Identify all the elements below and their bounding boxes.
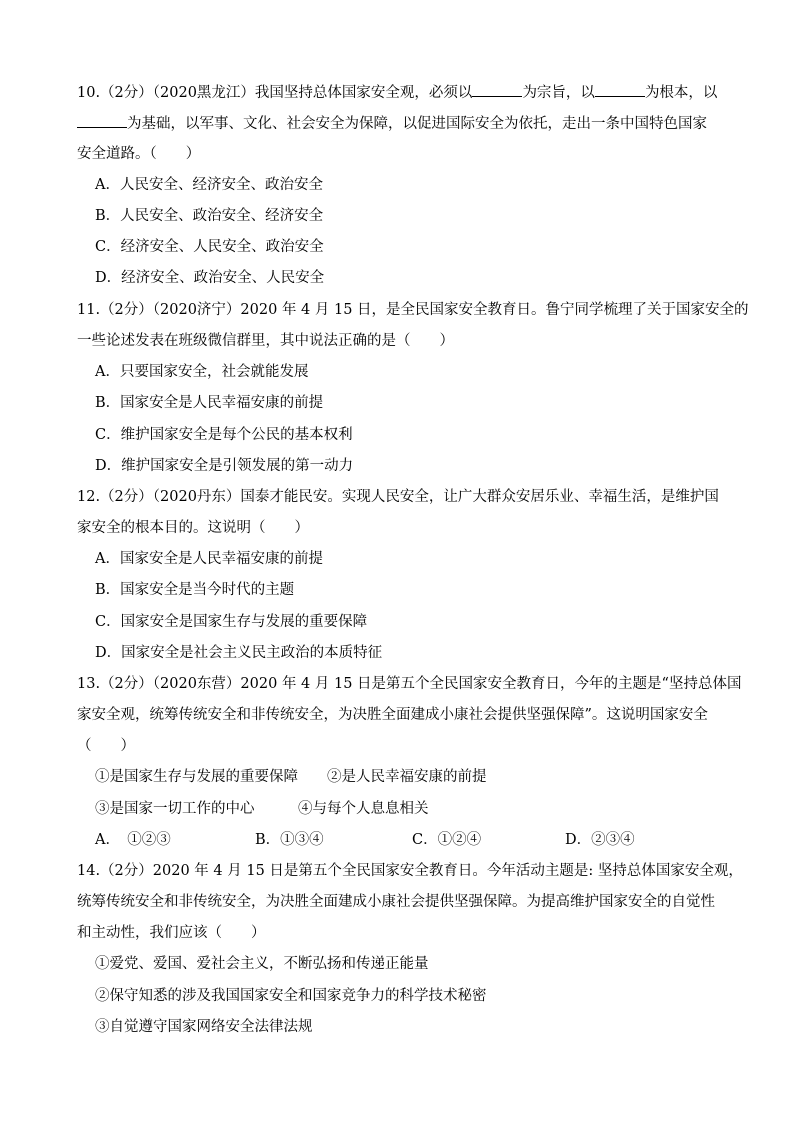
q13-options-row	[95, 830, 635, 850]
q11-option-a: A．只要国家安全，社会就能发展	[95, 364, 309, 380]
q14-statement-3: ③自觉遵守国家网络安全法律法规	[95, 1019, 313, 1035]
q13-option-b: B．①③④	[255, 832, 324, 848]
q13-statements-row2: ③是国家一切工作的中心 ④与每个人息息相关	[95, 801, 429, 817]
q11-stem-line2: 一些论述发表在班级微信群里，其中说法正确的是（ ）	[77, 333, 454, 349]
q14-stem-line2: 统筹传统安全和非传统安全，为决胜全面建成小康社会提供坚强保障。为提高维护国家安全的自觉性	[77, 894, 715, 910]
q13-option-c: C．①②④	[412, 832, 482, 848]
q10-mid1: 为宗旨，以	[522, 85, 595, 101]
q13-stem-line3: （ ）	[77, 738, 135, 754]
q12-stem-line2: 家安全的根本目的。这说明（ ）	[77, 520, 309, 536]
q10-prefix: 10.（2分）（2020黑龙江）我国坚持总体国家安全观，必须以	[77, 85, 473, 101]
q10-option-c: C．经济安全、人民安全、政治安全	[95, 239, 324, 255]
q12-stem-line1: 12.（2分）（2020丹东）国泰才能民安。实现人民安全，让广大群众安居乐业、幸福生活，是维护国	[77, 489, 719, 505]
q10-option-a: A．人民安全、经济安全、政治安全	[95, 177, 323, 193]
q10-blank-1	[472, 82, 522, 97]
q14-stem-line1: 14.（2分）2020 年 4 月 15 日是第五个全民国家安全教育日。今年活动主题是: 坚持总体国家安全观，	[77, 863, 743, 879]
q13-statements-row1: ①是国家生存与发展的重要保障 ②是人民幸福安康的前提	[95, 769, 487, 785]
q11-stem-line1: 11.（2分）（2020济宁）2020 年 4 月 15 日，是全民国家安全教育日。鲁宁同学梳理了关于国家安全的	[77, 302, 749, 318]
q12-option-b: B．国家安全是当今时代的主题	[95, 582, 295, 598]
q13-stem-line2: 家安全观，统筹传统安全和非传统安全，为决胜全面建成小康社会提供坚强保障”。这说明国家安全	[77, 707, 708, 723]
q10-blank-3	[77, 113, 127, 128]
q10-blank-2	[595, 82, 645, 97]
q13-option-d: D．②③④	[565, 832, 635, 848]
q10-stem-line3: 安全道路。（ ）	[77, 146, 201, 162]
q11-option-c: C．维护国家安全是每个公民的基本权利	[95, 427, 353, 443]
q12-option-d: D．国家安全是社会主义民主政治的本质特征	[95, 645, 383, 661]
q12-option-a: A．国家安全是人民幸福安康的前提	[95, 551, 323, 567]
q14-stem-line3: 和主动性，我们应该（ ）	[77, 925, 266, 941]
q10-line2-rest: 为基础，以军事、文化、社会安全为保障，以促进国际安全为依托，走出一条中国特色国家	[127, 116, 707, 132]
q10-option-b: B．人民安全、政治安全、经济安全	[95, 208, 324, 224]
q10-mid2: 为根本，以	[644, 85, 718, 101]
q14-statement-2: ②保守知悉的涉及我国国家安全和国家竞争力的科学技术秘密	[95, 988, 487, 1004]
q13-stem-line1: 13.（2分）（2020东营）2020 年 4 月 15 日是第五个全民国家安全教育日，今年的主题是“坚持总体国	[77, 676, 742, 692]
q10-stem-line2	[77, 113, 707, 134]
q10-stem-line1	[77, 82, 717, 103]
q11-option-d: D．维护国家安全是引领发展的第一动力	[95, 458, 354, 474]
q13-option-a: A． ①②③	[95, 832, 171, 848]
q11-option-b: B．国家安全是人民幸福安康的前提	[95, 395, 324, 411]
q12-option-c: C．国家安全是国家生存与发展的重要保障	[95, 614, 368, 630]
q10-option-d: D．经济安全、政治安全、人民安全	[95, 270, 325, 286]
q14-statement-1: ①爱党、爱国、爱社会主义，不断弘扬和传递正能量	[95, 956, 429, 972]
